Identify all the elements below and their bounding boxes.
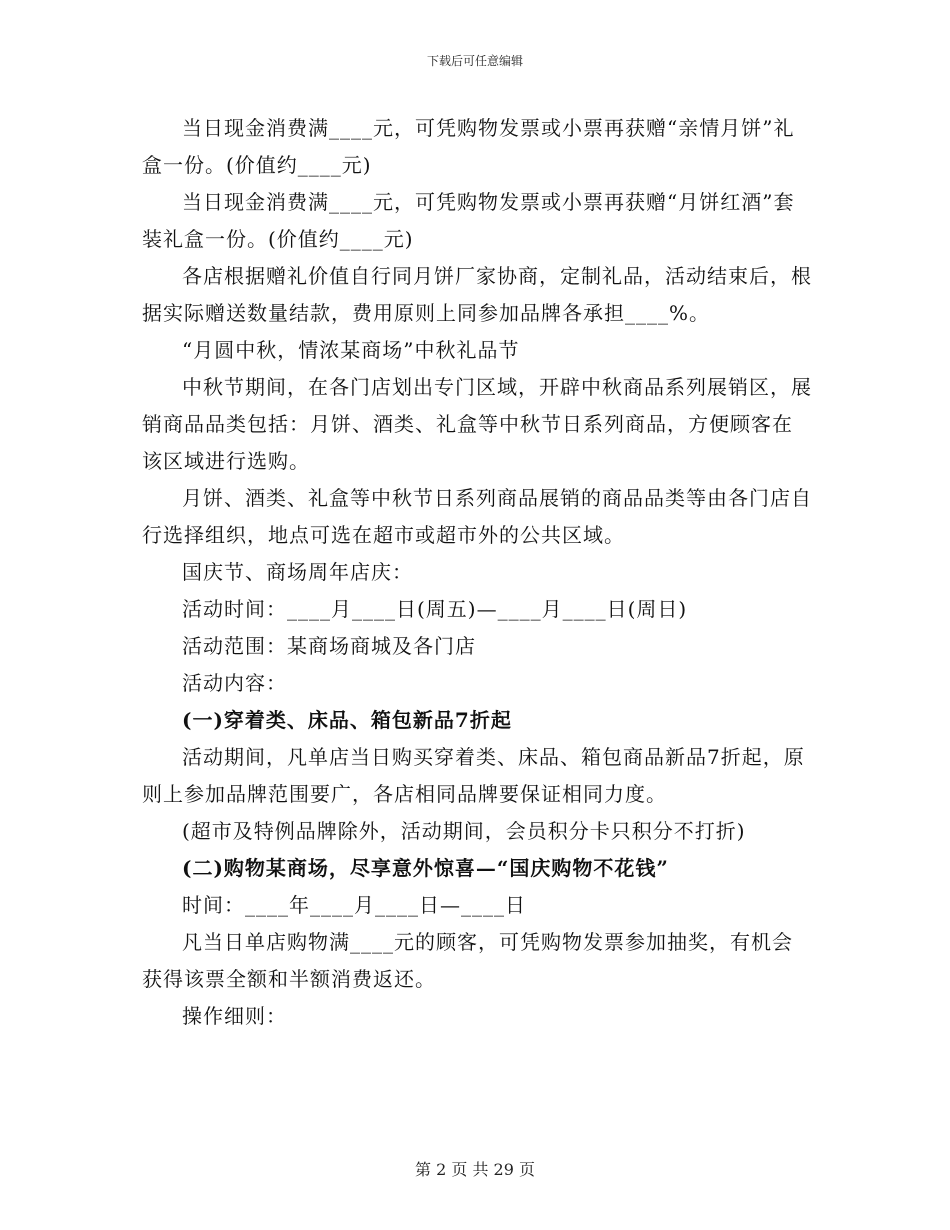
paragraph: 活动期间，凡单店当日购买穿着类、床品、箱包商品新品7折起，原则上参加品牌范围要广，各店相同品牌要保证相同力度。 <box>142 745 805 806</box>
subheading: (一)穿着类、床品、箱包新品7折起 <box>182 708 512 732</box>
paragraph: 中秋节期间，在各门店划出专门区域，开辟中秋商品系列展销区，展销商品品类包括：月饼、酒类、礼盒等中秋节日系列商品，方便顾客在该区域进行选购。 <box>142 375 812 473</box>
paragraph: 月饼、酒类、礼盒等中秋节日系列商品展销的商品品类等由各门店自行选择组织，地点可选在超市或超市外的公共区域。 <box>142 486 812 547</box>
time-line: 时间：____年____月____日—____日 <box>182 893 526 917</box>
activity-time: 活动时间：____月____日(周五)—____月____日(周日) <box>182 597 688 621</box>
page-header: 下载后可任意编辑 <box>426 54 523 68</box>
paragraph: 当日现金消费满____元，可凭购物发票或小票再获赠“亲情月饼”礼盒一份。(价值约____元) <box>142 116 795 177</box>
subheading: (二)购物某商场，尽享意外惊喜—“国庆购物不花钱” <box>182 856 669 880</box>
section-title: “月圆中秋，情浓某商场”中秋礼品节 <box>182 338 520 362</box>
activity-content-label: 活动内容： <box>182 671 287 695</box>
paragraph: 凡当日单店购物满____元的顾客，可凭购物发票参加抽奖，有机会获得该票全额和半额消费返还。 <box>142 930 793 991</box>
document-body <box>142 110 812 1035</box>
paragraph: 当日现金消费满____元，可凭购物发票或小票再获赠“月饼红酒”套装礼盒一份。(价值约____元) <box>142 190 795 251</box>
page-footer: 第 2 页 共 29 页 <box>415 1160 535 1179</box>
paragraph: 各店根据赠礼价值自行同月饼厂家协商，定制礼品，活动结束后，根据实际赠送数量结款，费用原则上同参加品牌各承担____%。 <box>142 264 812 325</box>
paragraph: (超市及特例品牌除外，活动期间，会员积分卡只积分不打折) <box>182 819 746 843</box>
operation-rules-label: 操作细则： <box>182 1004 287 1028</box>
section-title: 国庆节、商场周年店庆： <box>182 560 413 584</box>
activity-scope: 活动范围：某商场商城及各门店 <box>182 634 476 658</box>
